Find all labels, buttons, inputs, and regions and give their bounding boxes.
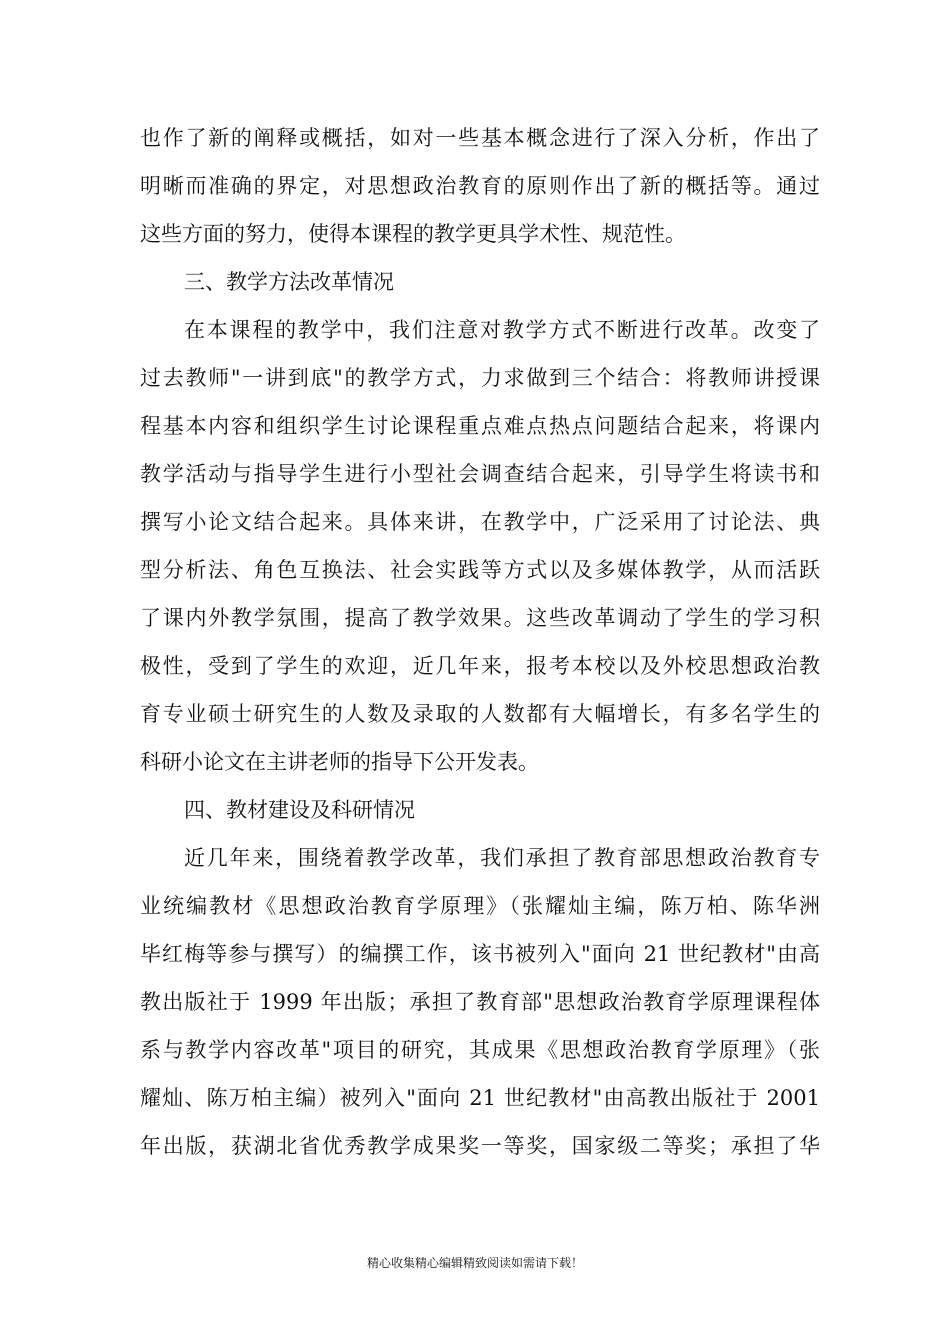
page-footer: 精心收集精心编辑精致阅读如需请下载！ xyxy=(366,1256,583,1270)
paragraph-1-line: 这些方面的努力，使得本课程的教学更具学术性、规范性。 xyxy=(140,222,686,246)
paragraph-3-line: 耀灿、陈万柏主编）被列入"面向 21 世纪教材"由高教出版社于 2001 xyxy=(140,1086,820,1110)
paragraph-2-line: 过去教师"一讲到底"的教学方式，力求做到三个结合：将教师讲授课 xyxy=(140,366,820,390)
paragraph-2-line: 撰写小论文结合起来。具体来讲，在教学中，广泛采用了讨论法、典 xyxy=(140,510,820,534)
section-heading-3: 三、教学方法改革情况 xyxy=(184,270,394,294)
paragraph-2-line: 在本课程的教学中，我们注意对教学方式不断进行改革。改变了 xyxy=(184,318,820,342)
paragraph-3-line: 近几年来，围绕着教学改革，我们承担了教育部思想政治教育专 xyxy=(184,846,820,870)
paragraph-3-line: 年出版，获湖北省优秀教学成果奖一等奖，国家级二等奖；承担了华 xyxy=(140,1134,820,1158)
paragraph-3-line: 系与教学内容改革"项目的研究，其成果《思想政治教育学原理》（张 xyxy=(140,1038,820,1062)
section-heading-4: 四、教材建设及科研情况 xyxy=(184,798,415,822)
paragraph-1-line: 也作了新的阐释或概括，如对一些基本概念进行了深入分析，作出了 xyxy=(140,126,820,150)
paragraph-3-line: 业统编教材《思想政治教育学原理》（张耀灿主编，陈万柏、陈华洲 xyxy=(140,894,820,918)
paragraph-2-line: 了课内外教学氛围，提高了教学效果。这些改革调动了学生的学习积 xyxy=(140,606,820,630)
paragraph-2-line: 型分析法、角色互换法、社会实践等方式以及多媒体教学，从而活跃 xyxy=(140,558,820,582)
paragraph-1-line: 明晰而准确的界定，对思想政治教育的原则作出了新的概括等。通过 xyxy=(140,174,820,198)
paragraph-2-line: 极性，受到了学生的欢迎，近几年来，报考本校以及外校思想政治教 xyxy=(140,654,820,678)
paragraph-2-line: 程基本内容和组织学生讨论课程重点难点热点问题结合起来，将课内 xyxy=(140,414,820,438)
paragraph-2-line: 科研小论文在主讲老师的指导下公开发表。 xyxy=(140,750,539,774)
document-body xyxy=(140,114,820,1170)
paragraph-2-line: 育专业硕士研究生的人数及录取的人数都有大幅增长，有多名学生的 xyxy=(140,702,820,726)
paragraph-3-line: 教出版社于 1999 年出版；承担了教育部"思想政治教育学原理课程体 xyxy=(140,990,820,1014)
paragraph-2-line: 教学活动与指导学生进行小型社会调查结合起来，引导学生将读书和 xyxy=(140,462,820,486)
paragraph-3-line: 毕红梅等参与撰写）的编撰工作，该书被列入"面向 21 世纪教材"由高 xyxy=(140,942,820,966)
